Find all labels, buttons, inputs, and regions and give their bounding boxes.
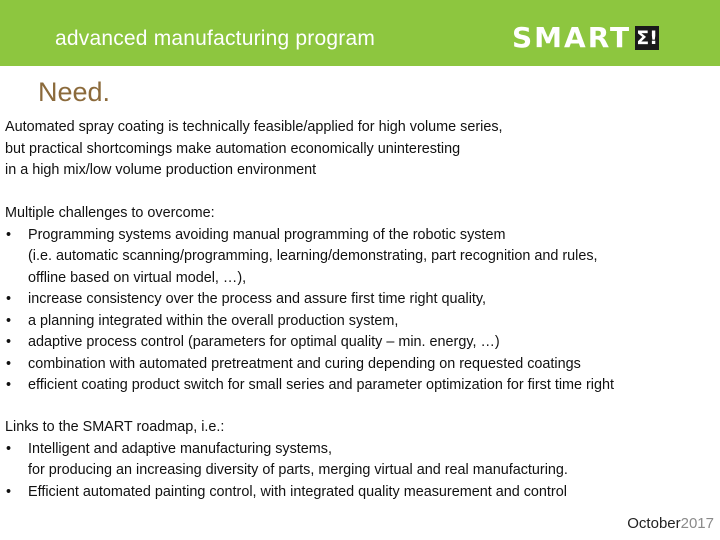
bullet-icon: • <box>6 377 12 393</box>
slide-heading: Need. <box>38 77 111 107</box>
list-item <box>5 332 719 354</box>
bullet-icon: • <box>6 226 12 243</box>
list-item <box>5 354 719 376</box>
list-item-text: adaptive process control (parameters for optimal quality – min. energy, …) <box>28 334 500 350</box>
list-item-continuation: (i.e. automatic scanning/programming, learning/demonstrating, part recognition and rules, <box>28 248 598 264</box>
list-item <box>5 439 719 482</box>
program-title: advanced manufacturing program <box>55 27 376 50</box>
links-title: Links to the SMART roadmap, i.e.: <box>5 419 225 435</box>
bullet-icon: • <box>6 483 12 500</box>
list-item <box>5 482 719 504</box>
roadmap-links-section <box>5 417 719 503</box>
list-item-text: Programming systems avoiding manual programming of the robotic system <box>28 226 506 243</box>
list-item-text: a planning integrated within the overall production system, <box>28 312 399 329</box>
smart-logo <box>512 23 659 53</box>
footer-month: October <box>627 515 681 532</box>
list-item <box>5 289 719 311</box>
list-item-text: increase consistency over the process and assure first time right quality, <box>28 291 487 307</box>
list-item-text: Intelligent and adaptive manufacturing systems, <box>28 440 332 457</box>
list-item-text: Efficient automated painting control, with integrated quality measurement and control <box>28 483 567 500</box>
footer-year: 2017 <box>680 515 714 532</box>
list-item-text: efficient coating product switch for small series and parameter optimization for first time right <box>28 377 614 393</box>
list-item-text: combination with automated pretreatment and curing depending on requested coatings <box>28 355 581 372</box>
intro-line: but practical shortcomings make automation economically uninteresting <box>5 140 461 157</box>
challenges-section <box>5 203 719 397</box>
bullet-icon: • <box>6 440 12 457</box>
list-item <box>5 225 719 290</box>
intro-line: Automated spray coating is technically feasible/applied for high volume series, <box>5 119 503 135</box>
bullet-icon: • <box>6 312 12 329</box>
sigma-icon: Σ! <box>636 27 658 49</box>
list-item <box>5 375 719 397</box>
bullet-icon: • <box>6 291 12 307</box>
list-item <box>5 311 719 333</box>
list-item-continuation: for producing an increasing diversity of parts, merging virtual and real manufacturing. <box>28 462 568 478</box>
footer-date <box>627 515 714 532</box>
bullet-icon: • <box>6 334 12 350</box>
list-item-continuation: offline based on virtual model, …), <box>28 269 247 286</box>
intro-paragraph <box>5 117 719 182</box>
intro-line: in a high mix/low volume production environment <box>5 162 317 178</box>
header-banner <box>0 0 720 66</box>
bullet-icon: • <box>6 355 12 372</box>
challenges-title: Multiple challenges to overcome: <box>5 205 215 221</box>
logo-text: SMART <box>512 21 632 54</box>
